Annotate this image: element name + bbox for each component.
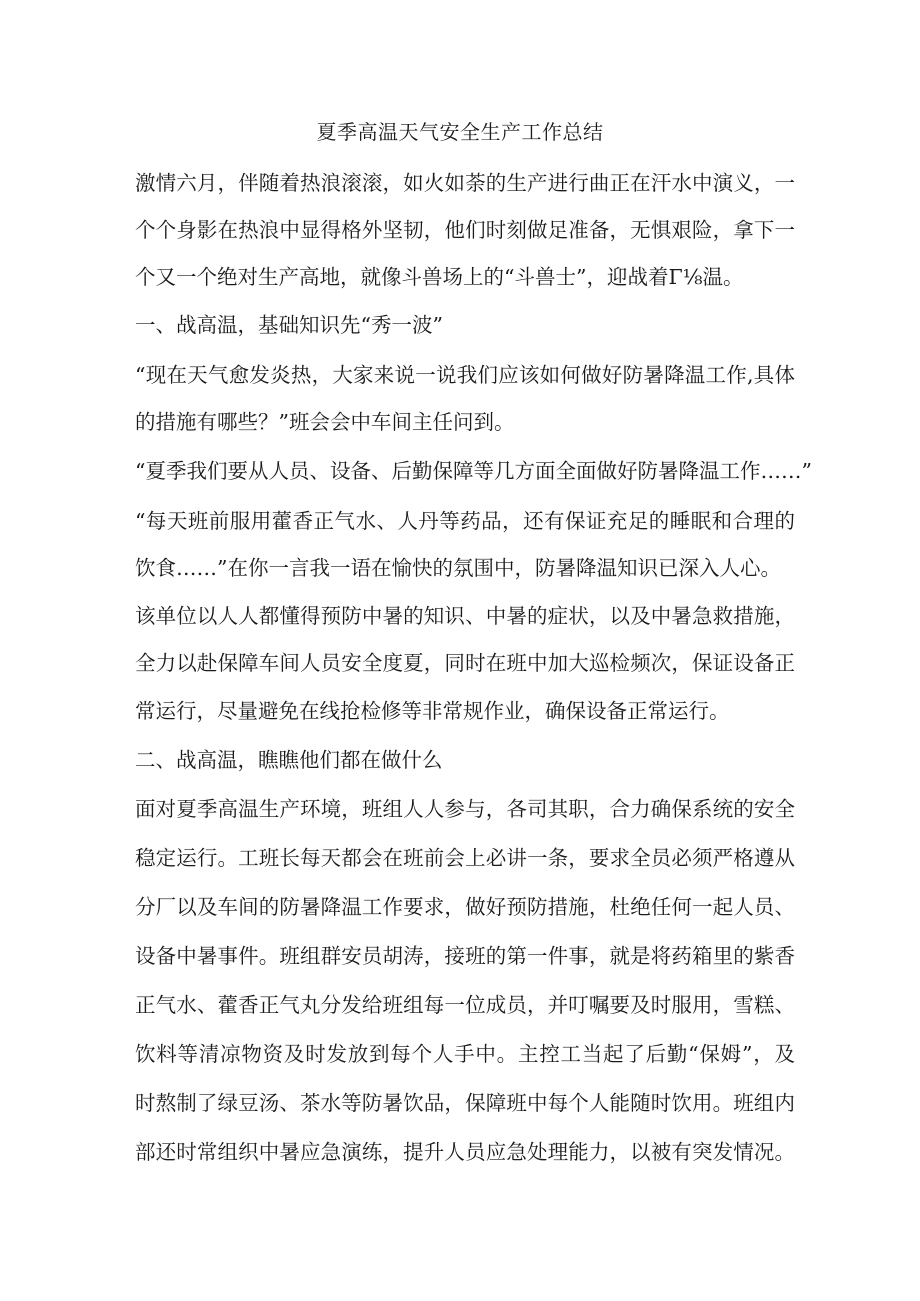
body-line-17: 设备中暑事件。班组群安员胡涛，接班的第一件事，就是将药箱里的紫香 [135, 944, 795, 968]
body-line-14: 面对夏季高温生产环境，班组人人参与，各司其职，合力确保系统的安全 [135, 797, 795, 821]
body-line-15: 稳定运行。工班长每天都会在班前会上必讲一条，要求全员必须严格遵从 [135, 846, 795, 870]
body-line-8: “每天班前服用藿香正气水、人丹等药品，还有保证充足的睡眠和合理的 [135, 509, 795, 533]
section-heading-2: 二、战高温，瞧瞧他们都在做什么 [135, 748, 443, 772]
body-line-20: 时熬制了绿豆汤、茶水等防暑饮品，保障班中每个人能随时饮用。班组内 [135, 1091, 795, 1115]
body-line-19: 饮料等清凉物资及时发放到每个人手中。主控工当起了后勤“保姆”，及 [135, 1042, 795, 1066]
document-title: 夏季高温天气安全生产工作总结 [316, 120, 604, 144]
body-line-21: 部还时常组织中暑应急演练，提升人员应急处理能力，以被有突发情况。 [135, 1140, 795, 1164]
section-heading-1: 一、战高温，基础知识先“秀一波” [135, 313, 443, 337]
body-line-16: 分厂以及车间的防暑降温工作要求，做好预防措施，杜绝任何一起人员、 [135, 895, 795, 919]
body-line-11: 全力以赴保障车间人员安全度夏，同时在班中加大巡检频次，保证设备正 [135, 651, 795, 675]
body-line-7: “夏季我们要从人员、设备、后勤保障等几方面全面做好防暑降温工作……” [135, 459, 812, 483]
body-line-1: 激情六月，伴随着热浪滚滚，如火如荼的生产进行曲正在汗水中演义，一 [135, 171, 795, 195]
body-line-18: 正气水、藿香正气丸分发给班组每一位成员，并叮嘱要及时服用，雪糕、 [135, 993, 795, 1017]
body-line-3: 个又一个绝对生产高地，就像斗兽场上的“斗兽士”，迎战着Γ⅛温。 [135, 265, 744, 289]
body-line-5: “现在天气愈发炎热，大家来说一说我们应该如何做好防暑降温工作,具体 [135, 363, 795, 387]
body-line-12: 常运行，尽量避免在线抢检修等非常规作业，确保设备正常运行。 [135, 699, 730, 723]
body-line-6: 的措施有哪些？”班会会中车间主任问到。 [135, 410, 515, 434]
body-line-9: 饮食……”在你一言我一语在愉快的氛围中，防暑降温知识已深入人心。 [135, 556, 781, 580]
body-line-2: 个个身影在热浪中显得格外坚韧，他们时刻做足准备，无惧艰险，拿下一 [135, 218, 795, 242]
body-line-10: 该单位以人人都懂得预防中暑的知识、中暑的症状，以及中暑急救措施， [135, 604, 795, 628]
